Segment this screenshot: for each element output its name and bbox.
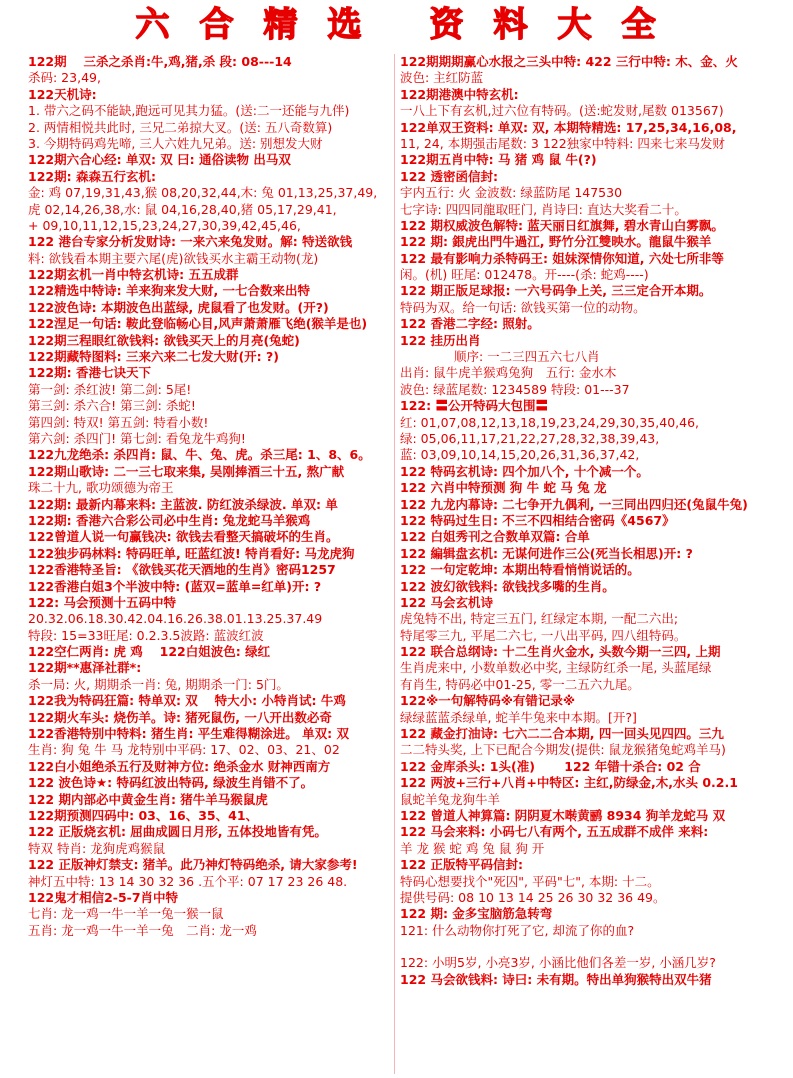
item-heading: 122期期期赢心水报之三头中特: 422 三行中特: 木、金、火	[400, 54, 738, 69]
item-heading: 122期: 森森五行玄机:	[28, 168, 156, 184]
item-heading: 122期: 香港七诀天下	[28, 365, 151, 381]
item-heading: 122 两波+三行+八肖+中特区: 主红,防绿金,木,水头 0.2.1	[400, 775, 738, 791]
item-heading: 122 藏金打油诗: 七六二二合本期, 四一回头见四四。三九	[400, 726, 724, 742]
item-heading: 122 特码玄机诗: 四个加八个, 十个减一个。	[400, 463, 649, 479]
item-text: 一八上下有玄机,过六位有特码。(送:蛇发财,尾数 013567)	[400, 103, 724, 119]
item-heading: 122期**惠泽社群*:	[28, 660, 142, 676]
item-heading: 122 期: 銀虎出門牛過江, 野竹分江雙映水。龍鼠牛猴羊	[400, 234, 712, 250]
item-heading: 122期港澳中特玄机:	[400, 86, 519, 102]
item-text: 红: 01,07,08,12,13,18,19,23,24,29,30,35,40,46,	[400, 414, 699, 430]
item-heading: 122 期: 金多宝脑筋急转弯	[400, 906, 553, 922]
item-text: 第三剑: 杀六合! 第三剑: 杀蛇!	[28, 398, 196, 414]
item-text: 波色: 绿蓝尾数: 1234589 特段: 01---37	[400, 381, 630, 397]
item-text: 11, 24, 本期强击尾数: 3 122独家中特料: 四来七来马发财	[400, 135, 725, 151]
title-char: 全	[621, 5, 658, 45]
item-text: 特码心想要找个"死囚", 平码"七", 本期: 十二。	[400, 873, 660, 889]
item-heading: 122 最有影响力杀特码王: 姐妹深情你知道, 六处七所非等	[400, 250, 724, 266]
title-char: 大	[557, 5, 594, 45]
item-text: 珠二十九, 歌功颂德为帝王	[28, 480, 174, 496]
item-text: 第六剑: 杀四门! 第七剑: 看兔龙牛鸡狗!	[28, 430, 246, 446]
item-heading: 122期藏特图料: 三来六来二七发大财(开: ?)	[28, 349, 279, 365]
item-heading: 122 特码过生日: 不三不四相结合密码《4567》	[400, 512, 675, 528]
item-heading: 122期山歌诗: 二一三七取来集, 吴刚捧酒三十五, 熬广献	[28, 463, 345, 479]
title-char: 精	[263, 5, 300, 45]
item-heading: 122 一句定乾坤: 本期出特看悄悄说话的。	[400, 562, 640, 578]
item-text: 二二特头奖, 上下已配合今期发(提供: 鼠龙猴猪兔蛇鸡羊马)	[400, 742, 726, 758]
item-text: 虎兔特不出, 特定三五门, 红绿定本期, 一配二六出;	[400, 611, 679, 627]
item-heading: 122 編辑盘玄机: 无谋何进作三公(死当长相思)开: ?	[400, 545, 693, 561]
item-text: 3. 今期特码鸡先啼, 三人六姓九兄弟。送: 别想发大财	[28, 135, 323, 151]
item-heading: 122 正版烧玄机: 屈曲成圆日月形, 五体投地皆有凭。	[28, 824, 327, 840]
item-text: 特尾零三九, 平尾二六七, 一八出平码, 四八组特码。	[400, 627, 687, 643]
item-text: 金: 鸡 07,19,31,43,猴 08,20,32,44,木: 兔 01,13,25,37,49,	[28, 185, 378, 201]
page-title	[0, 2, 793, 48]
item-heading: 122独步码林料: 特码旺单, 旺蓝红波! 特肖看好: 马龙虎狗	[28, 545, 355, 561]
item-text: + 09,10,11,12,15,23,24,27,30,39,42,45,46,	[28, 217, 301, 233]
item-heading: 122天机诗:	[28, 86, 97, 102]
item-text: 蓝: 03,09,10,14,15,20,26,31,36,37,42,	[400, 447, 640, 463]
item-heading: 122九龙绝杀: 杀四肖: 鼠、牛、兔、虎。杀三尾: 1、8、6。	[28, 447, 371, 463]
title-char: 料	[493, 5, 530, 45]
item-text: 1. 带六之码不能缺,跑远可见其力猛。(送:二一还能与九伴)	[28, 103, 350, 119]
item-heading: 122期: 香港六合彩公司必中生肖: 兔龙蛇马羊猴鸡	[28, 512, 311, 528]
item-heading: 122 波幻欲钱料: 欲钱找多嘴的生肖。	[400, 578, 615, 594]
item-heading: 122 期正版足球报: 一六号码争上关, 三三定合开本期。	[400, 283, 712, 299]
item-text: 生肖虎来中, 小数单数必中奖, 主绿防红杀一尾, 头蓝尾绿	[400, 660, 712, 676]
item-heading: 122期六合心经: 单双: 双 曰: 通俗读物 出马双	[28, 152, 291, 168]
item-heading: 122曾道人说一句赢钱决: 欲钱去看整天搞破坏的生肖。	[28, 529, 339, 545]
item-heading: 122期火车头: 烧伤羊。诗: 猪死鼠伤, 一八开出数必奇	[28, 709, 332, 725]
item-heading: 122 马会欲钱料: 诗曰: 未有期。特出单狗猴特出双牛猪	[400, 971, 712, 987]
item-heading: 122波色诗: 本期波色出蓝绿, 虎鼠看了也发财。(开?)	[28, 299, 329, 315]
item-heading: 122 联合总纲诗: 十二生肖火金水, 头数今期一三四, 上期	[400, 644, 721, 660]
item-heading: 122 马会来料: 小码七八有两个, 五五成群不成伴 来料:	[400, 824, 709, 840]
item-heading: 122 港台专家分析发财诗: 一来六来兔发财。解: 特送欲钱	[28, 234, 353, 250]
item-heading: 122鬼才相信2-5-7肖中特	[28, 889, 179, 905]
item-text: 第四剑: 特双! 第五剑: 特看小数!	[28, 414, 209, 430]
item-heading: 122香港特别中特料: 猪生肖: 平生难得糊涂进。 单双: 双	[28, 726, 349, 742]
title-char: 合	[199, 5, 236, 45]
item-heading: 122 期权威波色解特: 蓝天丽日红旗舞, 碧水青山白雾飘。	[400, 217, 724, 233]
item-heading: 122期玄机一肖中特玄机诗: 五五成群	[28, 267, 239, 283]
item-heading: 122白小姐绝杀五行及财神方位: 绝杀金水 财神西南方	[28, 758, 331, 774]
item-heading: 122 挂历出肖	[400, 332, 481, 348]
item-text: 特双 特肖: 龙狗虎鸡猴鼠	[28, 840, 166, 856]
item-text: 20.32.06.18.30.42.04.16.26.38.01.13.25.37.49	[28, 611, 323, 627]
item-heading: 122: 〓公开特码大包围〓	[400, 398, 548, 414]
item-heading: 122 波色诗★: 特码红波出特码, 绿波生肖错不了。	[28, 775, 314, 791]
item-heading: 122空仁两肖: 虎 鸡 122白姐波色: 绿红	[28, 644, 271, 660]
item-heading: 122期预测四码中: 03、16、35、41、	[28, 807, 259, 823]
item-heading: 122※一句解特码※有错记录※	[400, 693, 576, 709]
title-char: 六	[135, 5, 172, 45]
item-heading: 122 透密函信封:	[400, 168, 498, 184]
item-heading: 122 香港二字经: 照射。	[400, 316, 540, 332]
item-text: 杀码: 23,49,	[28, 70, 101, 86]
item-heading: 122期 三杀之杀肖:牛,鸡,猪,杀 段: 08---14	[28, 54, 292, 69]
item-heading: 122我为特码狂篇: 特单双: 双 特大小: 小特肖试: 牛鸡	[28, 693, 346, 709]
item-heading: 122期: 最新内幕来料: 主蓝波. 防红波杀绿波. 单双: 单	[28, 496, 338, 512]
item-text: 特码为双。给一句话: 欲钱买第一位的动物。	[400, 299, 646, 315]
item-text: 闲。(机) 旺尾: 012478。开----(杀: 蛇鸡----)	[400, 267, 649, 283]
item-heading: 122期三程眼红欲钱料: 欲钱买天上的月亮(兔蛇)	[28, 332, 300, 348]
item-text: 顺序: 一二三四五六七八肖	[400, 349, 600, 365]
item-heading: 122: 马会预测十五码中特	[28, 594, 176, 610]
item-heading: 122 六肖中特预测 狗 牛 蛇 马 兔 龙	[400, 480, 607, 496]
item-text: 五肖: 龙一鸡一牛一羊一兔 二肖: 龙一鸡	[28, 922, 257, 938]
item-heading: 122 金库杀头: 1头(准) 122 年错十杀合: 02 合	[400, 758, 701, 774]
item-text: 羊 龙 猴 蛇 鸡 兔 鼠 狗 开	[400, 840, 545, 856]
item-text: 鼠蛇羊兔龙狗牛羊	[400, 791, 501, 807]
item-heading: 122香港特圣旨: 《欲钱买花天酒地的生肖》密码1257	[28, 562, 336, 578]
left-column	[28, 54, 390, 1074]
item-text: 出肖: 鼠牛虎羊猴鸡兔狗 五行: 金水木	[400, 365, 617, 381]
item-text: 杀一局: 火, 期期杀一肖: 兔, 期期杀一门: 5门。	[28, 676, 289, 692]
item-text: 特段: 15=33旺尾: 0.2.3.5波路: 蓝波红波	[28, 627, 264, 643]
title-char: 资	[429, 5, 466, 45]
column-divider	[394, 54, 395, 1074]
item-heading: 122单双王资料: 单双: 双, 本期特精选: 17,25,34,16,08,	[400, 119, 737, 135]
item-text: 2. 两情相悦共此时, 三兄二弟掠大叉。(送: 五八奇数算)	[28, 119, 333, 135]
item-text: 122: 小明5岁, 小亮3岁, 小涵比他们各差一岁, 小涵几岁?	[400, 955, 716, 971]
item-heading: 122涅足一句话: 鞍此登临畅心目,风声萧萧雁飞绝(猴羊是也)	[28, 316, 368, 332]
title-char: 选	[327, 5, 364, 45]
item-heading: 122香港白姐3个半波中特: (蓝双=蓝单=红单)开: ?	[28, 578, 322, 594]
right-column	[400, 54, 772, 1074]
item-text: 有肖生, 特码必中01-25, 零一二五六九尾。	[400, 676, 640, 692]
item-heading: 122 白姐秀刊之合数单双篇: 合单	[400, 529, 590, 545]
item-heading: 122 马会玄机诗	[400, 594, 493, 610]
item-heading: 122精选中特诗: 羊来狗来发大财, 一七合数来出特	[28, 283, 311, 299]
item-text: 绿: 05,06,11,17,21,22,27,28,32,38,39,43,	[400, 430, 660, 446]
item-text: 虎 02,14,26,38,水: 鼠 04,16,28,40,猪 05,17,29,41,	[28, 201, 337, 217]
item-text: 绿绿蓝蓝杀绿单, 蛇羊牛兔来中本期。[开?]	[400, 709, 637, 725]
item-heading: 122 正版特平码信封:	[400, 857, 523, 873]
item-heading: 122 期内部必中黄金生肖: 猪牛羊马猴鼠虎	[28, 791, 268, 807]
item-text: 生肖: 狗 兔 牛 马 龙特别中平码: 17、02、03、21、02	[28, 742, 340, 758]
item-text: 神灯五中特: 13 14 30 32 36 .五个平: 07 17 23 26 48.	[28, 873, 348, 889]
item-text: 121: 什么动物你打死了它, 却流了你的血?	[400, 922, 635, 938]
item-text: 波色: 主红防蓝	[400, 70, 484, 86]
item-text: 第一剑: 杀红波! 第二剑: 5尾!	[28, 381, 192, 397]
item-heading: 122 曾道人神算篇: 阴阴夏木啭黄鹂 8934 狗羊龙蛇马 双	[400, 807, 726, 823]
item-text: 提供号码: 08 10 13 14 25 26 30 32 36 49。	[400, 889, 666, 905]
item-heading: 122 正版神灯禁支: 猪羊。此乃神灯特码绝杀, 请大家参考!	[28, 857, 358, 873]
item-text: 宇内五行: 火 金波数: 绿蓝防尾 147530	[400, 185, 623, 201]
item-heading: 122期五肖中特: 马 猪 鸡 鼠 牛(?)	[400, 152, 597, 168]
item-heading: 122 九龙内幕诗: 二七争开九偶利, 一三同出四归还(兔鼠牛兔)	[400, 496, 748, 512]
item-text: 七字诗: 四四同龍取旺门, 肖诗曰: 直达大奖看二十。	[400, 201, 687, 217]
item-text: 七肖: 龙一鸡一牛一羊一兔一猴一鼠	[28, 906, 224, 922]
item-text: 料: 欲钱看本期主要六尾(虎)欲钱买水主霸王动物(龙)	[28, 250, 319, 266]
item-text	[400, 939, 772, 955]
